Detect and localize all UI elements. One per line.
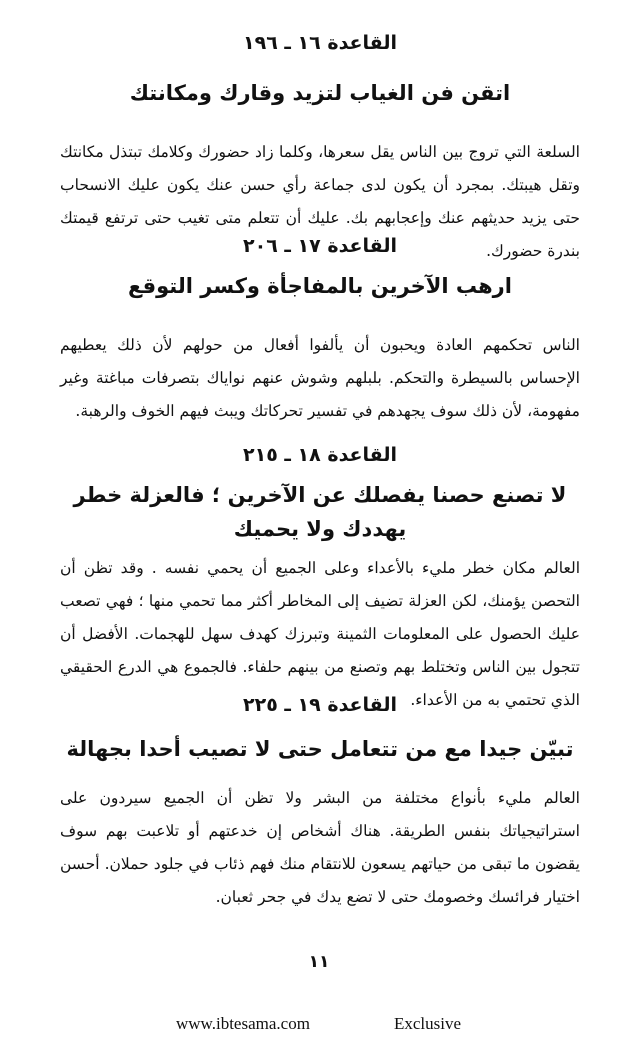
- rule-body: الناس تحكمهم العادة ويحبون أن يألفوا أفعال من حولهم لأن ذلك يعطيهم الإحساس بالسيطرة والتحكم. بلبلهم وشوش عنهم نواياك بتصرفات مباغتة وغير مفهومة، لأن ذلك سوف يجهدهم في تفسير تحركاتك ويبث فيهم الخوف والرهبة.: [60, 336, 580, 420]
- footer-tag: Exclusive: [394, 1014, 462, 1033]
- rule-body: العالم مكان خطر مليء بالأعداء وعلى الجميع أن يحمي نفسه . وقد تظن أن التحصن يؤمنك، لكن العزلة تضيف إلى المخاطر أكثر مما تحمي منها ؛ فهي تصعب عليك الحصول على المعلومات الثمينة وتبرزك كهدف سهل للهجمات. الأفضل أن تتجول بين الناس وتختلط بهم وتصنع من بينهم حلفاء. فالجموع هي الدرع الحقيقي الذي تحتمي به من الأعداء.: [60, 559, 580, 709]
- rule-body: العالم مليء بأنواع مختلفة من البشر ولا تظن أن الجميع سيردون على استراتيجياتك بنفس الطريقة. هناك أشخاص إن خدعتهم أو تلاعبت بهم سوف يقضون ما تبقى من حياتهم يسعون للانتقام منك فهم ذئاب في جلود حملان. أحسن اختيار فرائسك وخصومك حتى لا تضع يدك في جحر ثعبان.: [60, 789, 580, 906]
- page-number: ١١: [308, 952, 330, 972]
- rule-18: [60, 442, 580, 717]
- rule-19: [60, 692, 580, 914]
- rule-heading: القاعدة ١٦ ـ ١٩٦: [243, 32, 397, 54]
- rule-title: تبيّن جيدا مع من تتعامل حتى لا تصيب أحدا بجهالة: [66, 737, 574, 761]
- rule-heading: القاعدة ١٩ ـ ٢٢٥: [243, 694, 397, 716]
- rule-title: ارهب الآخرين بالمفاجأة وكسر التوقع: [128, 274, 512, 298]
- rule-body: السلعة التي تروج بين الناس يقل سعرها، وكلما زاد حضورك وكلامك تبتذل مكانتك وتقل هيبتك. بمجرد أن يكون لدى جماعة رأي حسن عنك يكون عليك الانسحاب حتى يزيد حديثهم عنك وإعجابهم بك. عليك أن تتعلم متى تغيب حتى ترتفع قيمتك بندرة حضورك.: [60, 143, 580, 260]
- rule-title: اتقن فن الغياب لتزيد وقارك ومكانتك: [129, 81, 511, 105]
- footer-website: www.ibtesama.com: [176, 1014, 310, 1033]
- rule-heading: القاعدة ١٧ ـ ٢٠٦: [243, 235, 397, 257]
- rule-heading: القاعدة ١٨ ـ ٢١٥: [243, 444, 397, 466]
- rule-title: لا تصنع حصنا يفصلك عن الآخرين ؛ فالعزلة خطر يهددك ولا يحميك: [73, 483, 567, 541]
- rule-17: [60, 233, 580, 428]
